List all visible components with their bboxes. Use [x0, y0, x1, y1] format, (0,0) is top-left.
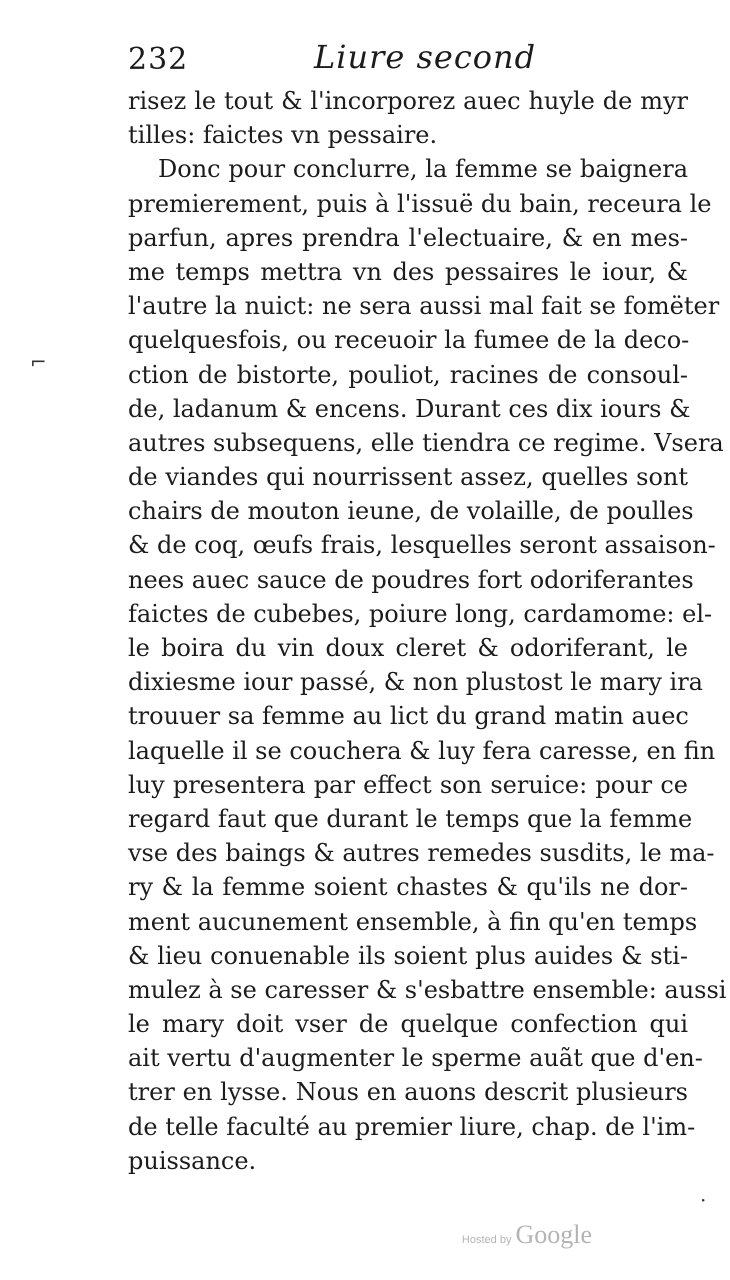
text-line: vse des baings & autres remedes susdits, le ma- [128, 839, 715, 868]
text-line: parfun, apres prendra l'electuaire, & en mes- [128, 223, 688, 252]
text-line: laquelle il se couchera & luy fera caresse, en fin [128, 736, 716, 765]
text-line: dixiesme iour passé, & non plustost le mary ira [128, 668, 703, 697]
text-line: & de coq, œufs frais, lesquelles seront assaison- [128, 531, 716, 560]
text-line: & lieu conuenable ils soient plus auides & sti- [128, 941, 688, 970]
text-line: premierement, puis à l'issuë du bain, receura le [128, 189, 712, 218]
text-line: regard faut que durant le temps que la femme [128, 804, 693, 833]
text-line: le mary doit vser de quelque confection qui [128, 1010, 688, 1039]
google-logo: Google [515, 1220, 592, 1249]
text-line: trouuer sa femme au lict du grand matin auec [128, 702, 689, 731]
text-line: de, ladanum & encens. Durant ces dix iours & [128, 394, 691, 423]
running-title: Liure second [314, 38, 537, 76]
margin-mark: · [700, 1188, 707, 1212]
text-line: luy presentera par effect son seruice: pour ce [128, 770, 688, 799]
text-line: l'autre la nuict: ne sera aussi mal fait se fomëter [128, 292, 720, 321]
watermark-hosted-by: Hosted by [461, 1234, 512, 1246]
text-line: risez le tout & l'incorporez auec huyle de myr [128, 87, 688, 115]
text-line: nees auec sauce de poudres fort odoriferantes [128, 565, 694, 594]
text-line: de viandes qui nourrissent assez, quelles sont [128, 463, 688, 492]
paragraph-start-line: Donc pour conclurre, la femme se baignera [158, 155, 688, 184]
text-line: autres subsequens, elle tiendra ce regime. Vsera [128, 428, 724, 457]
margin-mark: ⌐ [30, 350, 47, 374]
text-line: ment aucunement ensemble, à fin qu'en temps [128, 907, 698, 936]
google-watermark [462, 1220, 592, 1250]
body-text [128, 84, 727, 1178]
page-header [128, 38, 688, 82]
page-number: 232 [128, 42, 189, 77]
text-line: mulez à se caresser & s'esbattre ensemble: aussi [128, 975, 727, 1004]
text-line: ry & la femme soient chastes & qu'ils ne dor- [128, 873, 688, 902]
text-line: trer en lysse. Nous en auons descrit plusieurs [128, 1078, 688, 1107]
text-line: faictes de cubebes, poiure long, cardamome: el- [128, 599, 713, 628]
text-line: quelquesfois, ou receuoir la fumee de la deco- [128, 326, 690, 355]
text-line: puissance. [128, 1146, 257, 1175]
text-line: ait vertu d'augmenter le sperme auãt que d'en- [128, 1044, 703, 1073]
text-line: ction de bistorte, pouliot, racines de consoul- [128, 360, 688, 389]
text-line: me temps mettra vn des pessaires le iour, & [128, 257, 688, 286]
text-line: tilles: faictes vn pessaire. [128, 121, 438, 150]
text-line: chairs de mouton ieune, de volaille, de poulles [128, 497, 694, 526]
text-line: le boira du vin doux cleret & odoriferant, le [128, 634, 688, 662]
text-line: de telle faculté au premier liure, chap. de l'im- [128, 1112, 696, 1141]
